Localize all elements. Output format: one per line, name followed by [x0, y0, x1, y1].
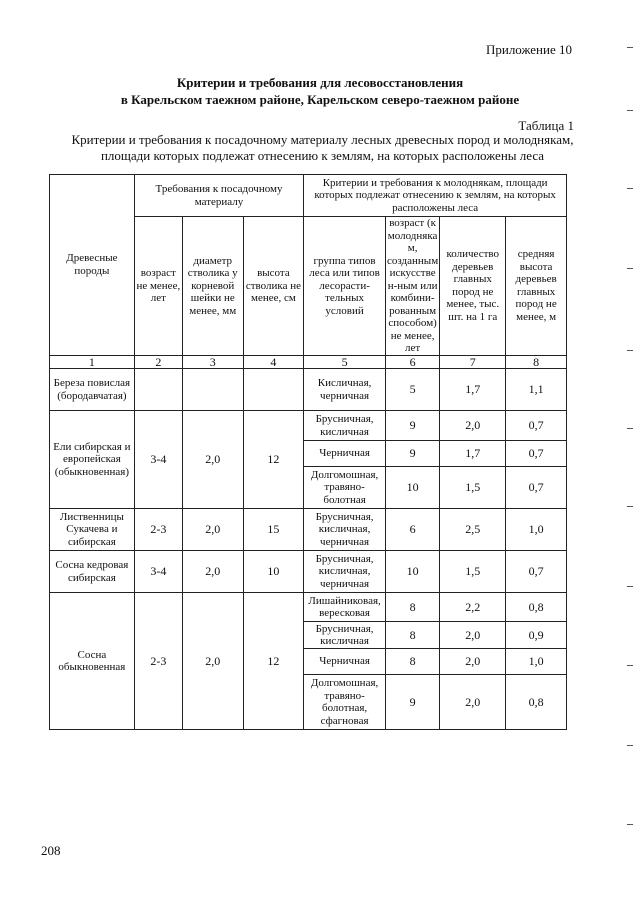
tree-count-cell: 1,7 — [440, 369, 506, 411]
young-age-cell: 10 — [385, 467, 439, 509]
age-cell: 3-4 — [134, 551, 182, 593]
column-number: 8 — [506, 355, 567, 369]
young-age-cell: 10 — [385, 551, 439, 593]
table-row — [50, 509, 567, 551]
header-species: Древесные породы — [50, 175, 135, 356]
scan-edge-mark — [627, 47, 633, 48]
scan-edge-mark — [627, 665, 633, 666]
header-stem-height: высота стволика не менее, см — [243, 217, 304, 356]
column-number: 1 — [50, 355, 135, 369]
page-number: 208 — [41, 843, 61, 858]
title-line-2: в Карельском таежном районе, Карельском северо-таежном районе — [120, 92, 520, 107]
appendix-label: Приложение 10 — [485, 42, 572, 57]
table-caption — [40, 132, 605, 164]
forest-type-cell: Кисличная, черничная — [304, 369, 386, 411]
stem-height-cell: 12 — [243, 411, 304, 509]
table-label: Таблица 1 — [518, 118, 574, 133]
column-number: 4 — [243, 355, 304, 369]
stem-height-cell: 15 — [243, 509, 304, 551]
column-number: 5 — [304, 355, 386, 369]
forest-type-cell: Брусничная, кисличная — [304, 411, 386, 441]
scan-edge-mark — [627, 745, 633, 746]
mean-height-cell: 1,0 — [506, 509, 567, 551]
scan-edge-mark — [627, 824, 633, 825]
young-age-cell: 9 — [385, 411, 439, 441]
diameter-cell: 2,0 — [182, 411, 243, 509]
scan-edge-mark — [627, 428, 633, 429]
age-cell: 2-3 — [134, 509, 182, 551]
young-age-cell: 8 — [385, 649, 439, 675]
mean-height-cell: 0,8 — [506, 593, 567, 622]
header-diameter: диаметр стволика у корневой шейки не менее, мм — [182, 217, 243, 356]
header-tree-count: количество деревьев главных пород не менее, тыс. шт. на 1 га — [440, 217, 506, 356]
scan-edge-mark — [627, 188, 633, 189]
forest-type-cell: Долгомошная, травяно-болотная, сфагновая — [304, 675, 386, 730]
header-young-stands: Критерии и требования к молоднякам, площади которых подлежат отнесению к землям, на которых расположены леса — [304, 175, 567, 217]
young-age-cell: 9 — [385, 675, 439, 730]
forest-type-cell: Лишайниковая, вересковая — [304, 593, 386, 622]
mean-height-cell: 1,0 — [506, 649, 567, 675]
header-forest-type: группа типов леса или типов лесорасти-тельных условий — [304, 217, 386, 356]
age-cell — [134, 369, 182, 411]
column-number: 7 — [440, 355, 506, 369]
age-cell: 3-4 — [134, 411, 182, 509]
mean-height-cell: 0,7 — [506, 411, 567, 441]
scan-edge-mark — [627, 268, 633, 269]
tree-count-cell: 2,2 — [440, 593, 506, 622]
young-age-cell: 8 — [385, 622, 439, 649]
young-age-cell: 8 — [385, 593, 439, 622]
scan-edge-mark — [627, 586, 633, 587]
table-row — [50, 593, 567, 622]
diameter-cell — [182, 369, 243, 411]
diameter-cell: 2,0 — [182, 509, 243, 551]
scan-edge-mark — [627, 110, 633, 111]
tree-count-cell: 1,7 — [440, 441, 506, 467]
species-cell: Ели сибирская и европейская (обыкновенная) — [50, 411, 135, 509]
mean-height-cell: 0,7 — [506, 551, 567, 593]
table-row — [50, 551, 567, 593]
column-number: 3 — [182, 355, 243, 369]
caption-line-2: площади которых подлежат отнесению к землям, на которых расположены леса — [100, 148, 545, 163]
species-cell: Сосна обыкновенная — [50, 593, 135, 730]
young-age-cell: 5 — [385, 369, 439, 411]
title-line-1: Критерии и требования для лесовосстановления — [176, 75, 464, 90]
criteria-table — [49, 174, 567, 730]
mean-height-cell: 1,1 — [506, 369, 567, 411]
header-mean-height: средняя высота деревьев главных пород не менее, м — [506, 217, 567, 356]
forest-type-cell: Черничная — [304, 441, 386, 467]
mean-height-cell: 0,7 — [506, 467, 567, 509]
tree-count-cell: 1,5 — [440, 551, 506, 593]
stem-height-cell: 12 — [243, 593, 304, 730]
species-cell: Сосна кедровая сибирская — [50, 551, 135, 593]
header-planting-material: Требования к посадочному материалу — [134, 175, 304, 217]
column-number: 2 — [134, 355, 182, 369]
species-cell: Лиственницы Сукачева и сибирская — [50, 509, 135, 551]
mean-height-cell: 0,8 — [506, 675, 567, 730]
forest-type-cell: Брусничная, кисличная, черничная — [304, 551, 386, 593]
scan-edge-mark — [627, 350, 633, 351]
header-young-age: возраст (к молоднякам, созданным искусствен-ным или комбини-рованным способом) не менее, лет — [387, 217, 439, 354]
stem-height-cell: 10 — [243, 551, 304, 593]
age-cell: 2-3 — [134, 593, 182, 730]
forest-type-cell: Черничная — [304, 649, 386, 675]
scan-edge-mark — [627, 506, 633, 507]
tree-count-cell: 2,0 — [440, 622, 506, 649]
column-number: 6 — [385, 355, 439, 369]
diameter-cell: 2,0 — [182, 551, 243, 593]
caption-line-1: Критерии и требования к посадочному материалу лесных древесных пород и молоднякам, — [71, 132, 574, 147]
table-row — [50, 369, 567, 411]
forest-type-cell: Брусничная, кисличная — [304, 622, 386, 649]
tree-count-cell: 2,0 — [440, 675, 506, 730]
table-row — [50, 411, 567, 441]
species-cell: Береза повислая (бородавчатая) — [50, 369, 135, 411]
tree-count-cell: 2,0 — [440, 649, 506, 675]
mean-height-cell: 0,7 — [506, 441, 567, 467]
diameter-cell: 2,0 — [182, 593, 243, 730]
header-age: возраст не менее, лет — [134, 217, 182, 356]
tree-count-cell: 2,5 — [440, 509, 506, 551]
forest-type-cell: Брусничная, кисличная, черничная — [304, 509, 386, 551]
young-age-cell: 6 — [385, 509, 439, 551]
document-title — [0, 74, 640, 108]
forest-type-cell: Долгомошная, травяно-болотная — [304, 467, 386, 509]
tree-count-cell: 1,5 — [440, 467, 506, 509]
stem-height-cell — [243, 369, 304, 411]
tree-count-cell: 2,0 — [440, 411, 506, 441]
mean-height-cell: 0,9 — [506, 622, 567, 649]
young-age-cell: 9 — [385, 441, 439, 467]
